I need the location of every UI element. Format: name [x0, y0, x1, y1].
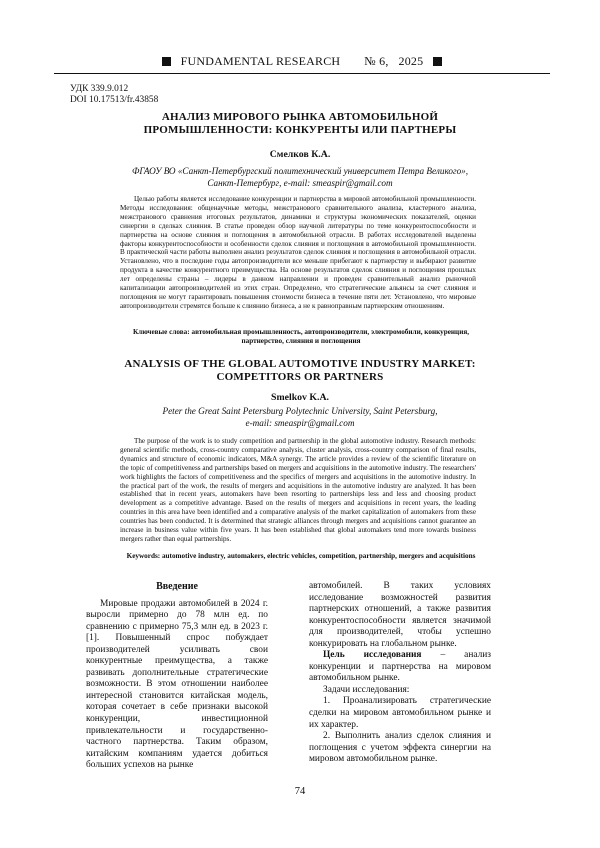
issue-year: 2025	[398, 53, 424, 68]
square-bullet-icon	[162, 57, 171, 66]
ru-affiliation-line: Санкт-Петербург, e-mail: smeaspir@gmail.com	[207, 177, 393, 188]
en-abstract-text: The purpose of the work is to study competition and partnership in the global automotive industry. Research methods: general scientific methods, cross-country comparative analysis, cluster analysis, cross-country comparison of final results, dynamics and structure of economic indicators, M&A synergy. The article provides a review of the scientific literature on the topic of competitiveness and partnerships based on mergers and acquisitions in the automotive industry. The researchers' work highlights the factors of competitiveness and the specifics of mergers and acquisitions in the automotive industry. In the practical part of the work, the results of mergers and acquisitions in the automotive industry are analyzed. It has been established that in recent years, automakers have been resorting to partnerships less and less and choosing product development as a competitive advantage. Based on the results of mergers and acquisitions in recent years, the leading countries in this area have been identified and a comparative analysis of the market capitalization of automakers from these countries has been conducted. It is determined that strategic alliances through mergers and acquisitions cannot guarantee an increase in business value within five years. It has been established that global automakers tend more towards business mergers rather than equal partnerships.	[120, 437, 476, 543]
journal-name: FUNDAMENTAL RESEARCH	[180, 53, 341, 68]
body-right-column	[309, 581, 491, 766]
issue-number: № 6,	[364, 53, 389, 68]
en-abstract	[120, 437, 476, 544]
ru-keywords-label: Ключевые слова:	[132, 328, 190, 336]
tasks-intro: Задачи исследования:	[323, 684, 410, 695]
running-header	[54, 52, 550, 70]
ru-title	[80, 111, 520, 137]
ru-keywords-text: автомобильная промышленность, автопроизводители, электромобили, конкуренция, партнерство, слияния и поглощения	[191, 328, 470, 345]
doi: DOI 10.17513/fr.43858	[70, 95, 159, 105]
square-bullet-icon	[433, 57, 442, 66]
ru-title-line: АНАЛИЗ МИРОВОГО РЫНКА АВТОМОБИЛЬНОЙ	[161, 111, 439, 123]
ru-author: Смелков К.А.	[269, 149, 331, 160]
en-affiliation-line: e-mail: smeaspir@gmail.com	[245, 417, 355, 428]
task-item: 2. Выполнить анализ сделок слияния и поглощения с учетом эффекта синергии на мировом автомобильном рынке.	[309, 731, 491, 765]
ru-abstract-text: Целью работы является исследование конкуренции и партнерства в мировой автомобильной промышленности. Методы исследования: общенаучные методы, межстранового сравнительного анализа, кластерного анализа, межстранового сравнения итоговых результатов, динамики и структуры экономических показателей, оценки синергии в сделках слияния. В статье проведен обзор научной литературы по теме конкурентоспособности и партнерства на основе слияния и поглощения в автомобильной отрасли. В работах исследователей выделены факторы конкурентоспособности и особенности сделок слияния и поглощения в автомобильной промышленности. В практической части работы выполнен анализ результатов сделок слияния и поглощения в автомобильной отрасли. Установлено, что в последние годы автопроизводители все меньше прибегают к партнерству и выбирают развитие продукта в качестве конкурентного преимущества. На основе результатов сделок слияния и поглощения прошлых лет определены страны – лидеры в данном направлении и проведен сравнительный анализ рыночной капитализации автопроизводителей из этих стран. Определено, что стратегические альянсы за счет слияния и поглощения не могут гарантировать повышения стоимости бизнеса в течение пяти лет. Установлено, что мировые автопроизводители стремятся больше к слиянию бизнеса, а не к равноправным партнерским отношениям.	[120, 195, 476, 310]
body-paragraph: Мировые продажи автомобилей в 2024 г. выросли примерно до 78 млн ед. по сравнению с примерно 75,3 млн ед. в 2023 г. [1]. Повышенный спрос побуждает производителей усиливать свои конкурентные преимущества, а также развивать дополнительные стратегические возможности. В этом отношении наиболее интересной становится китайская модель, которая сочетает в себе признаки высокой конкуренции, инвестиционной привлекательности и государственно-частного партнерства. Таким образом, китайским компаниям удается добиться больших успехов на рынке	[86, 598, 268, 771]
ru-affiliation	[80, 166, 520, 189]
page-number: 74	[294, 786, 306, 797]
ru-affiliation-line: ФГАОУ ВО «Санкт-Петербургский политехнический университет Петра Великого»,	[131, 166, 469, 176]
ru-abstract	[120, 195, 476, 311]
udc-code: УДК 339.9.012	[70, 84, 129, 94]
en-affiliation-line: Peter the Great Saint Petersburg Polytechnic University, Saint Petersburg,	[162, 406, 438, 416]
en-author: Smelkov K.A.	[271, 392, 329, 403]
en-keywords	[118, 552, 484, 561]
en-title-line: COMPETITORS OR PARTNERS	[216, 371, 384, 383]
ru-title-line: ПРОМЫШЛЕННОСТИ: КОНКУРЕНТЫ ИЛИ ПАРТНЕРЫ	[143, 124, 457, 136]
intro-heading: Введение	[156, 581, 198, 592]
en-title-line: ANALYSIS OF THE GLOBAL AUTOMOTIVE INDUSTRY MARKET:	[124, 358, 476, 370]
en-keywords-label: Keywords:	[126, 552, 161, 560]
ru-keywords	[118, 328, 484, 345]
goal-text: – анализ конкуренции и партнерства на мировом автомобильном рынке.	[309, 650, 492, 684]
task-item: 1. Проанализировать стратегические сделки на мировом автомобильном рынке и их характер.	[309, 696, 491, 730]
goal-label: Цель исследования	[323, 650, 422, 661]
header-rule	[54, 73, 550, 74]
en-affiliation	[80, 406, 520, 429]
body-left-column	[86, 581, 268, 772]
goal-paragraph	[309, 650, 491, 685]
body-paragraph: автомобилей. В таких условиях исследование возможностей развития партнерских отношений, а также развития конкурентоспособности является значимой для производителей, чтобы успешно конкурировать на глобальном рынке.	[309, 581, 491, 649]
en-keywords-text: automotive industry, automakers, electric vehicles, competition, partnership, mergers and acquisitions	[161, 552, 476, 560]
en-title	[80, 358, 520, 384]
